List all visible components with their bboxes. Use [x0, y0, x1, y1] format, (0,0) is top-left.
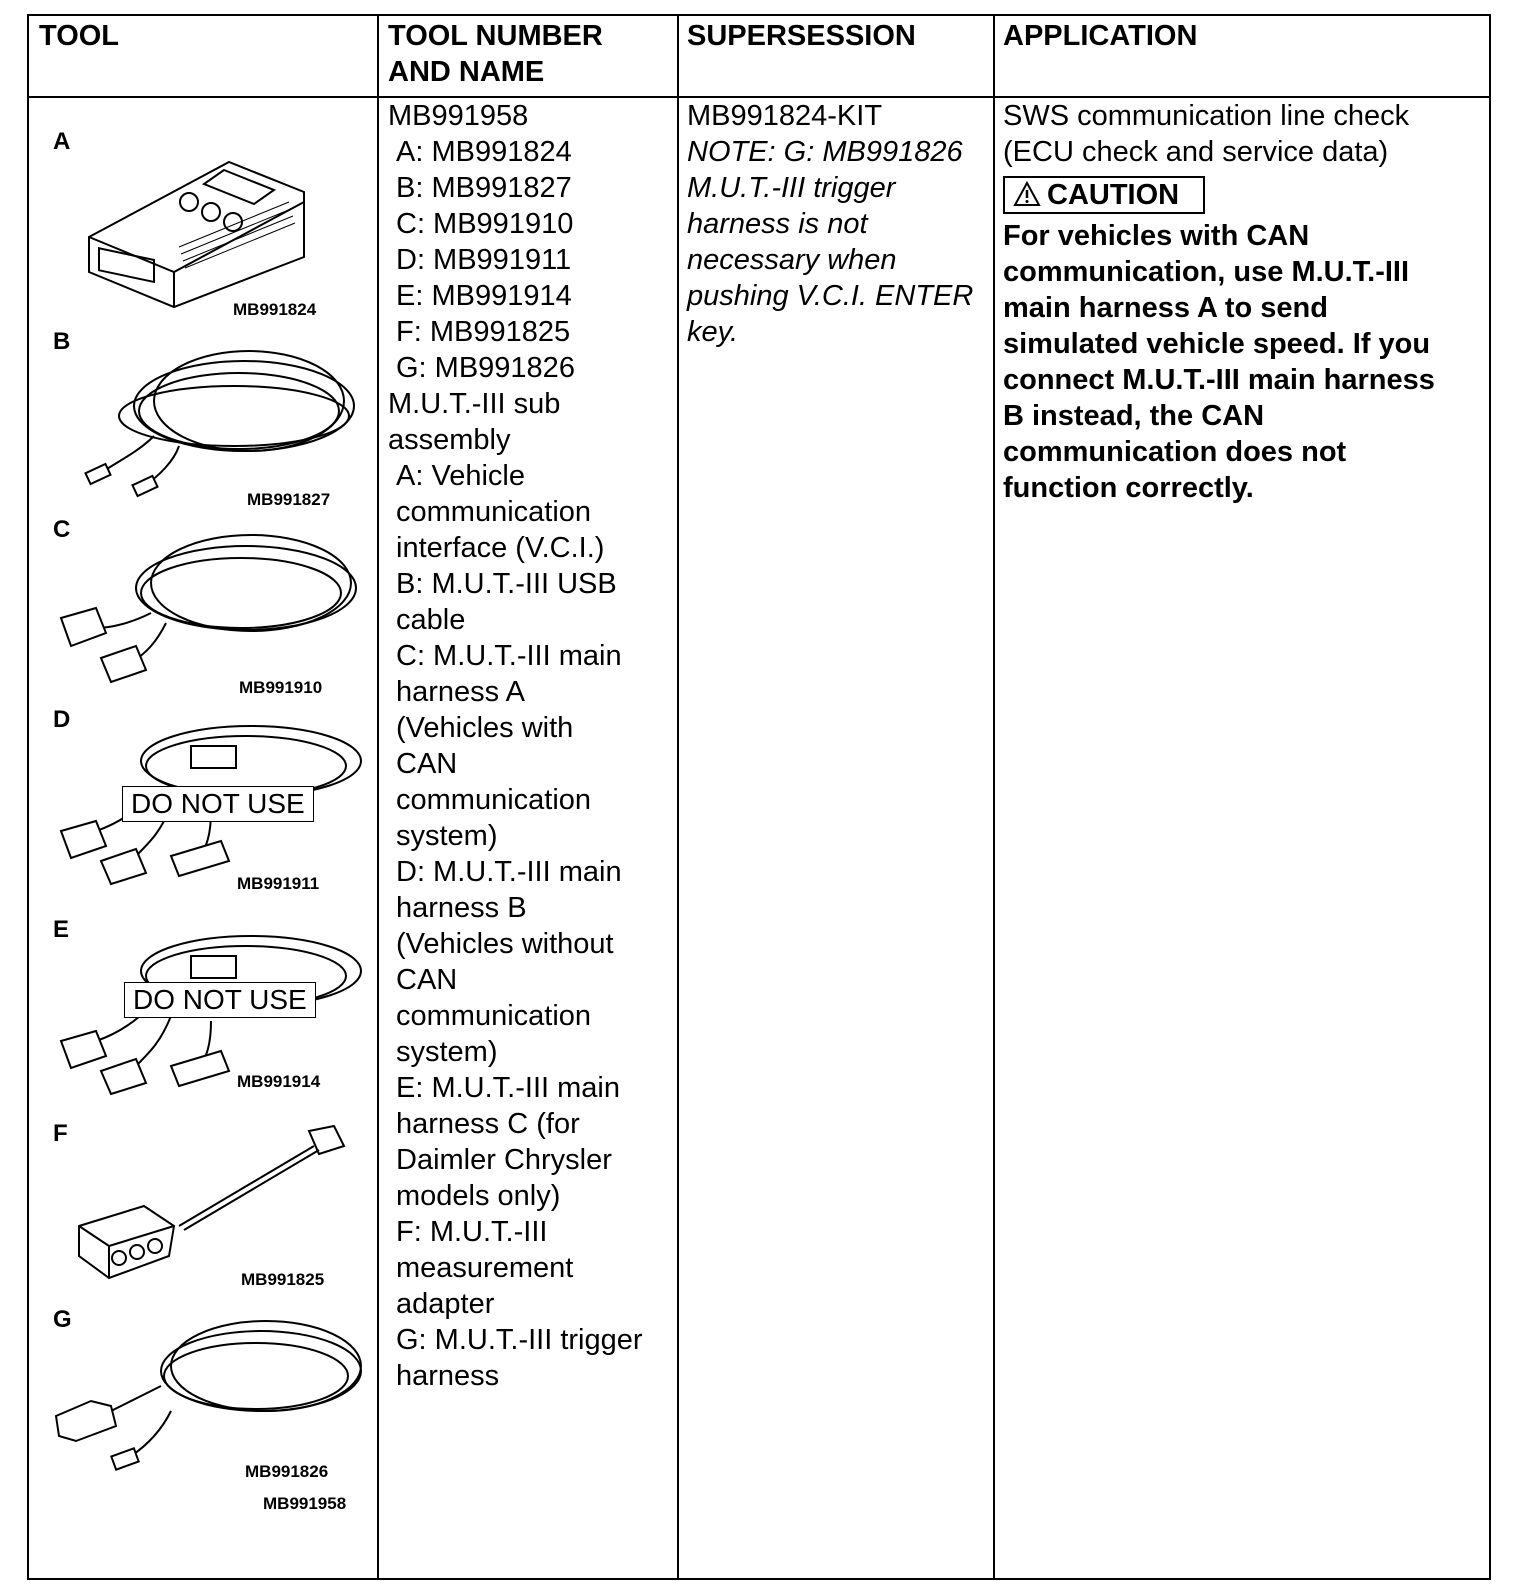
header-supersession: SUPERSESSION: [687, 20, 916, 52]
component-description: G: M.U.T.-III trigger harness: [396, 1324, 643, 1392]
usb-cable-illustration: [59, 336, 359, 501]
assembly-name: assembly: [388, 424, 511, 456]
caution-box: [1003, 176, 1205, 214]
warning-label: DO NOT USE: [124, 982, 316, 1018]
tool-table: [27, 14, 1491, 1580]
assembly-name: M.U.T.-III sub: [388, 388, 561, 420]
component-number: E: MB991914: [396, 280, 572, 312]
supersession-cell: [687, 98, 997, 350]
application-cell: [1003, 98, 1483, 506]
tool-letter: F: [53, 1120, 68, 1147]
tool-part-number: MB991911: [237, 874, 320, 893]
tool-letter: A: [53, 128, 71, 155]
warning-label: DO NOT USE: [122, 786, 314, 822]
component-description: C: M.U.T.-III main harness A (Vehicles with CAN communication system): [396, 640, 622, 852]
tool-part-number: MB991826: [245, 1462, 329, 1481]
tool-part-number: MB991825: [241, 1270, 325, 1289]
component-description: B: M.U.T.-III USB cable: [396, 568, 617, 636]
header-tool: TOOL: [39, 20, 120, 52]
harness-a-illustration: [51, 528, 366, 688]
vci-device-illustration: [79, 142, 309, 312]
supersession-kit: MB991824-KIT: [687, 100, 883, 132]
tool-letter: C: [53, 516, 71, 543]
tool-letter: G: [53, 1306, 72, 1333]
supersession-note: NOTE: G: MB991826 M.U.T.-III trigger harness is not necessary when pushing V.C.I. ENTER key.: [687, 136, 974, 348]
application-text: (ECU check and service data): [1003, 136, 1389, 168]
component-number: A: MB991824: [396, 136, 572, 168]
tool-number-cell: [388, 98, 678, 1394]
kit-number: MB991958: [388, 100, 529, 132]
tool-letter: D: [53, 706, 71, 733]
component-number: D: MB991911: [396, 244, 572, 276]
component-description: F: M.U.T.-III measurement adapter: [396, 1216, 574, 1320]
component-description: A: Vehicle communication interface (V.C.I.): [396, 460, 605, 564]
component-number: F: MB991825: [396, 316, 571, 348]
tool-part-number: MB991827: [247, 490, 331, 509]
tool-part-number: MB991824: [233, 300, 317, 319]
tool-letter: E: [53, 916, 70, 943]
kit-part-number: MB991958: [263, 1494, 347, 1513]
caution-label: CAUTION: [1047, 179, 1180, 211]
header-tool-number: TOOL NUMBER AND NAME: [388, 20, 603, 88]
tool-letter: B: [53, 328, 71, 355]
component-description: E: M.U.T.-III main harness C (for Daimler Chrysler models only): [396, 1072, 620, 1212]
column-divider: [377, 16, 379, 1578]
warning-triangle-icon: [1013, 181, 1041, 207]
component-number: C: MB991910: [396, 208, 574, 240]
application-text: SWS communication line check: [1003, 100, 1410, 132]
caution-text: For vehicles with CAN communication, use M.U.T.-III main harness A to send simulated vehicle speed. If you connect M.U.T.-III main harness B instead, the CAN communication does not function correctly.: [1003, 220, 1435, 504]
measurement-adapter-illustration: [69, 1116, 349, 1286]
trigger-harness-illustration: [51, 1316, 366, 1476]
tool-part-number: MB991910: [239, 678, 323, 697]
component-number: G: MB991826: [396, 352, 575, 384]
tool-part-number: MB991914: [237, 1072, 321, 1091]
header-application: APPLICATION: [1003, 20, 1198, 52]
component-number: B: MB991827: [396, 172, 572, 204]
component-description: D: M.U.T.-III main harness B (Vehicles without CAN communication system): [396, 856, 622, 1068]
